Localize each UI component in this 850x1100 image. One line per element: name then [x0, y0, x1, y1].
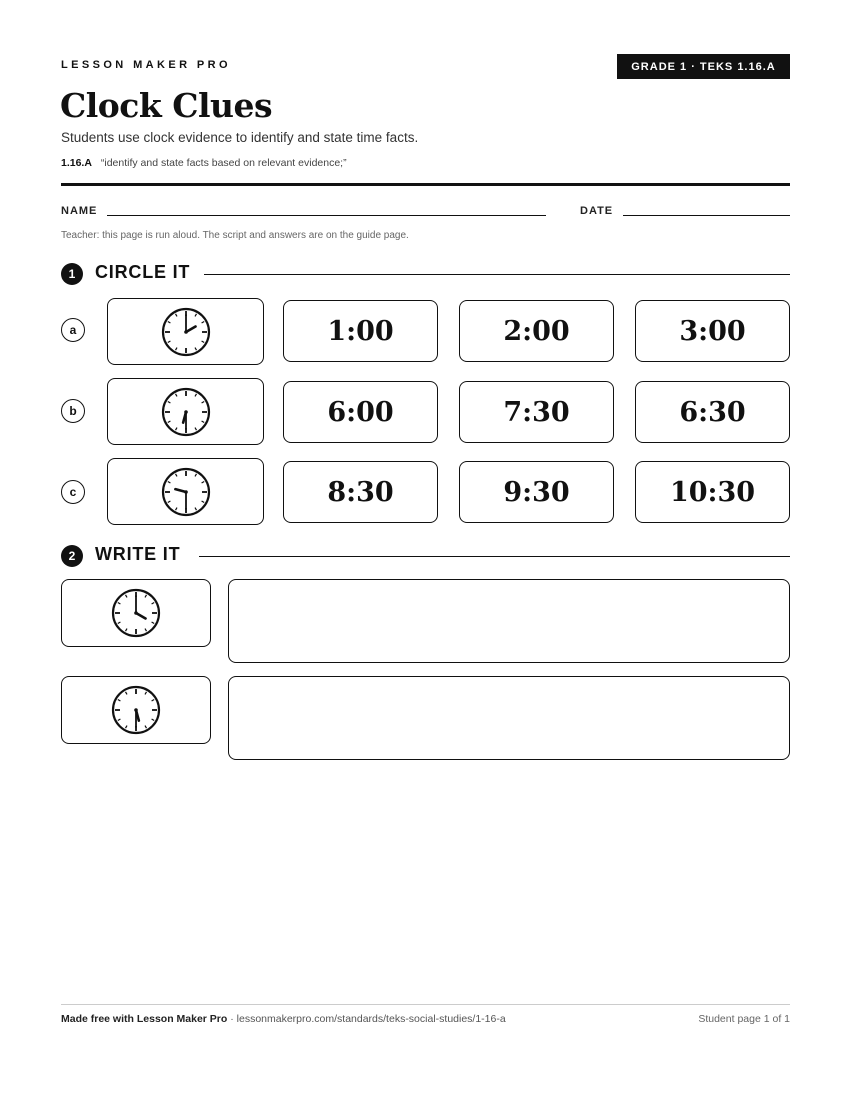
section-circle-it-header [61, 261, 790, 285]
clock-card [61, 579, 211, 647]
clock-icon [110, 684, 162, 736]
section-number: 2 [61, 545, 83, 567]
standard-line [61, 157, 347, 169]
clock-center [134, 708, 138, 712]
section-title: WRITE IT [95, 544, 181, 564]
footer-separator: · [227, 1013, 237, 1025]
clock-icon [110, 587, 162, 639]
time-option[interactable]: 3:00 [635, 300, 790, 362]
section-rule [199, 556, 790, 557]
footer-divider [61, 1004, 790, 1005]
name-label: NAME [61, 205, 98, 217]
grade-badge: GRADE 1 · TEKS 1.16.A [617, 54, 790, 79]
clock-icon [160, 306, 212, 358]
section-rule [204, 274, 790, 275]
time-option[interactable]: 1:00 [283, 300, 438, 362]
time-option[interactable]: 8:30 [283, 461, 438, 523]
row-letter-a: a [61, 318, 85, 342]
name-field[interactable] [107, 215, 546, 216]
clock-center [184, 330, 188, 334]
time-option[interactable]: 10:30 [635, 461, 790, 523]
answer-box[interactable] [228, 676, 790, 760]
row-letter-b: b [61, 399, 85, 423]
standard-text: “identify and state facts based on relevant evidence;” [100, 157, 347, 169]
footer-credit [61, 1013, 506, 1025]
section-write-it-header [61, 543, 790, 567]
time-option[interactable]: 2:00 [459, 300, 614, 362]
brand-name: LESSON MAKER PRO [61, 59, 231, 71]
footer-page-number: Student page 1 of 1 [698, 1013, 790, 1025]
teacher-note: Teacher: this page is run aloud. The script and answers are on the guide page. [61, 230, 409, 241]
clock-icon [160, 466, 212, 518]
answer-box[interactable] [228, 579, 790, 663]
clock-icon [160, 386, 212, 438]
clock-card [107, 458, 264, 525]
clock-center [184, 410, 188, 414]
date-field[interactable] [623, 215, 790, 216]
footer-made-with: Made free with Lesson Maker Pro [61, 1013, 228, 1025]
clock-center [134, 611, 138, 615]
header-divider [61, 183, 790, 186]
footer-url[interactable]: lessonmakerpro.com/standards/teks-social-studies/1-16-a [236, 1013, 506, 1025]
clock-card [107, 378, 264, 445]
time-option[interactable]: 6:00 [283, 381, 438, 443]
time-option[interactable]: 7:30 [459, 381, 614, 443]
clock-center [184, 490, 188, 494]
date-label: DATE [580, 205, 614, 217]
standard-code: 1.16.A [61, 157, 92, 169]
section-title: CIRCLE IT [95, 262, 191, 282]
clock-card [107, 298, 264, 365]
time-option[interactable]: 9:30 [459, 461, 614, 523]
clock-card [61, 676, 211, 744]
page-title: Clock Clues [60, 86, 273, 125]
section-number: 1 [61, 263, 83, 285]
row-letter-c: c [61, 480, 85, 504]
page-subtitle: Students use clock evidence to identify and state time facts. [61, 130, 419, 145]
time-option[interactable]: 6:30 [635, 381, 790, 443]
